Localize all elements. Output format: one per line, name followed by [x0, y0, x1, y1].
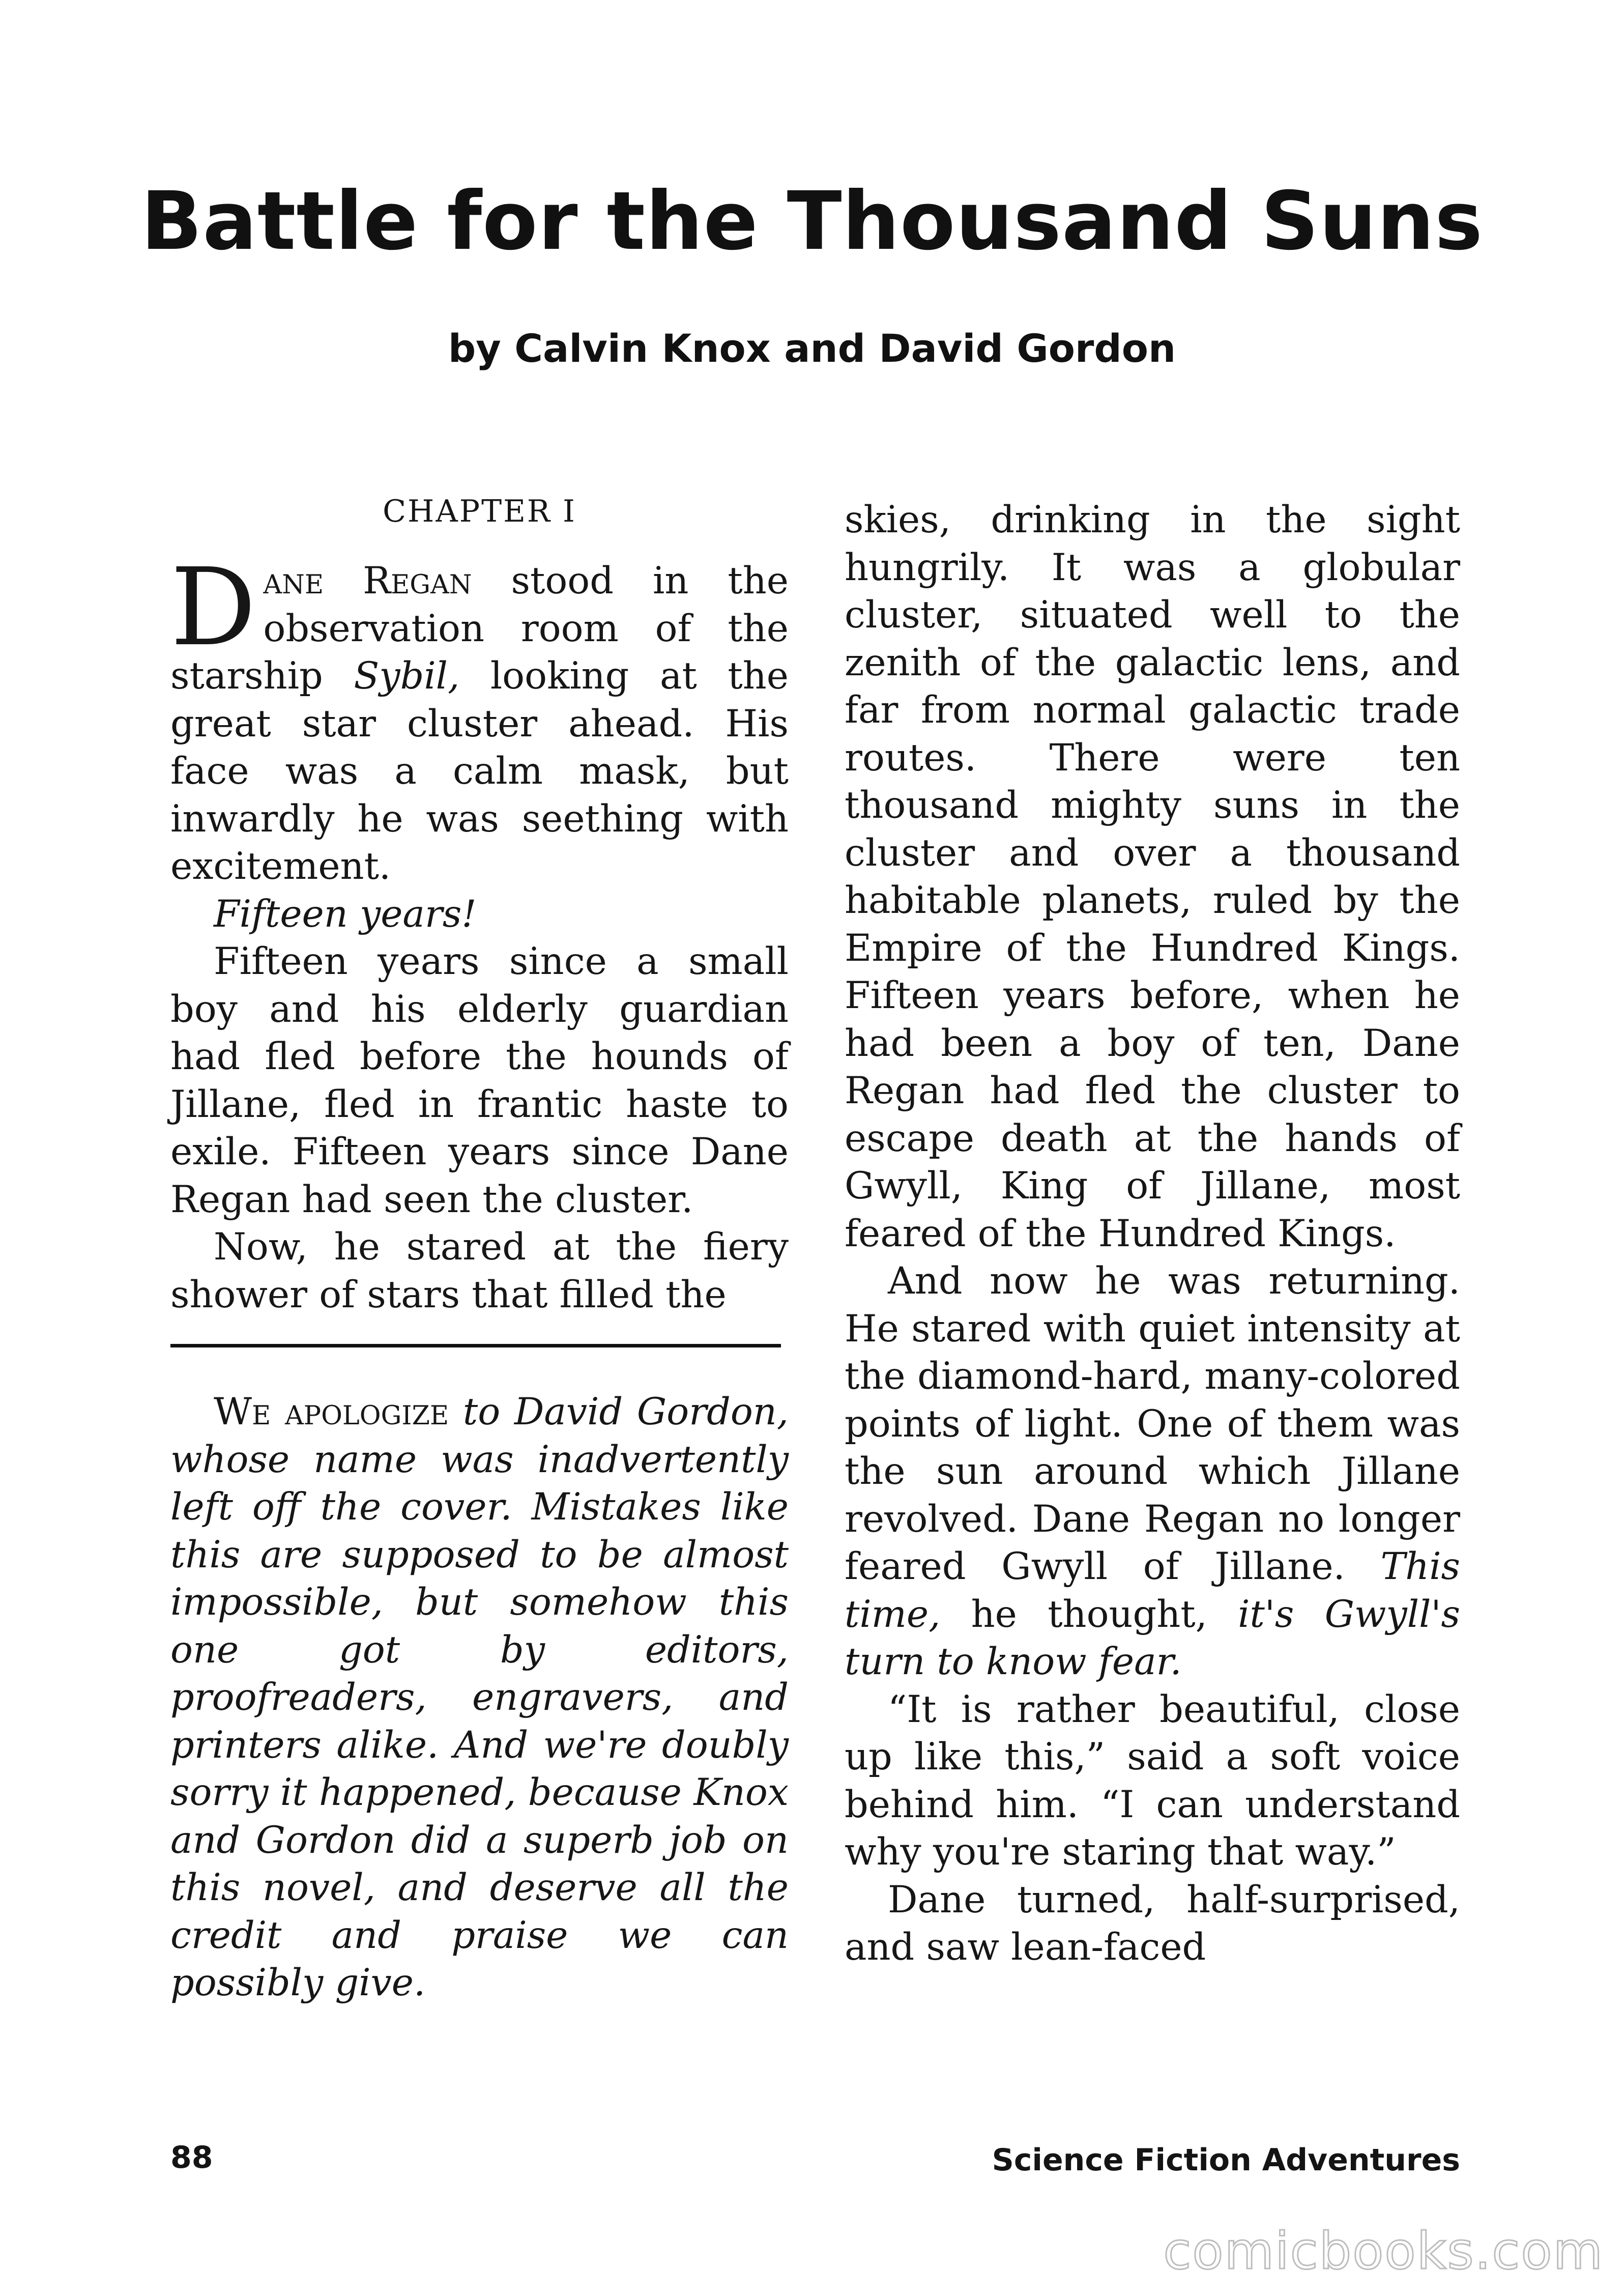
italic-thought: This time, — [845, 1545, 1460, 1636]
story-title: Battle for the Thousand Suns — [140, 175, 1484, 268]
fifteen-years-line: Fifteen years! — [214, 892, 477, 936]
ship-name: Sybil, — [354, 654, 460, 698]
magazine-title: Science Fiction Adventures — [992, 2142, 1460, 2178]
editor-note-text: to David Gordon, whose name was inadvertently left off the cover. Mistakes like this are supposed to be almost impossible, but somehow this one got by editors, proofreaders, engravers, and printers alike. And we're doubly sorry it happened, because Knox and Gordon did a superb job on this novel, and deserve all the credit and praise we can possibly give. — [170, 1390, 789, 2004]
watermark: comicbooks.com — [1163, 2221, 1604, 2281]
editor-note — [170, 1388, 789, 2007]
drop-cap: D — [170, 545, 256, 670]
right-column — [845, 496, 1460, 1971]
opening-name: ane Regan — [263, 559, 472, 602]
page-number: 88 — [170, 2140, 213, 2175]
paragraph: Now, he stared at the fiery shower of stars that filled the — [170, 1225, 789, 1316]
italic-thought: it's Gwyll's turn to know fear. — [845, 1592, 1460, 1683]
paragraph: Fifteen years since a small boy and his elderly guardian had fled before the hounds of Jillane, fled in frantic haste to exile. Fifteen years since Dane Regan had seen the cluster. — [170, 940, 789, 1221]
left-column — [170, 489, 789, 2007]
paragraph: skies, drinking in the sight hungrily. It was a globular cluster, situated well to the zenith of the galactic lens, and far from normal galactic trade routes. There were ten thousand mighty suns in the cluster and over a thousand habitable planets, ruled by the Empire of the Hundred Kings. Fifteen years before, when he had been a boy of ten, Dane Regan had fled the cluster to escape death at the hands of Gwyll, King of Jillane, most feared of the Hundred Kings. — [845, 498, 1460, 1255]
paragraph — [170, 891, 789, 938]
paragraph: “It is rather beautiful, close up like this,” said a soft voice behind him. “I can understand why you're staring that way.” — [845, 1687, 1460, 1874]
paragraph-text: And now he was returning. He stared with quiet intensity at the diamond-hard, many-colored points of light. One of them was the sun around which Jillane revolved. Dane Regan no longer feared Gwyll of Jillane. — [845, 1259, 1460, 1588]
editor-note-lead: We apologize — [214, 1390, 449, 1433]
chapter-heading: CHAPTER I — [383, 494, 576, 529]
paragraph: Dane turned, half-surprised, and saw lean-faced — [845, 1878, 1460, 1969]
opening-paragraph — [170, 545, 789, 891]
paragraph-text: he thought, — [940, 1592, 1238, 1636]
opening-text: stood in the observation room of the starship — [170, 559, 789, 698]
byline: by Calvin Knox and David Gordon — [448, 326, 1176, 371]
paragraph — [845, 1257, 1460, 1686]
opening-text-end: looking at the great star cluster ahead. His face was a calm mask, but inwardly he was seething with excitement. — [170, 654, 789, 888]
divider-rule — [170, 1344, 781, 1347]
